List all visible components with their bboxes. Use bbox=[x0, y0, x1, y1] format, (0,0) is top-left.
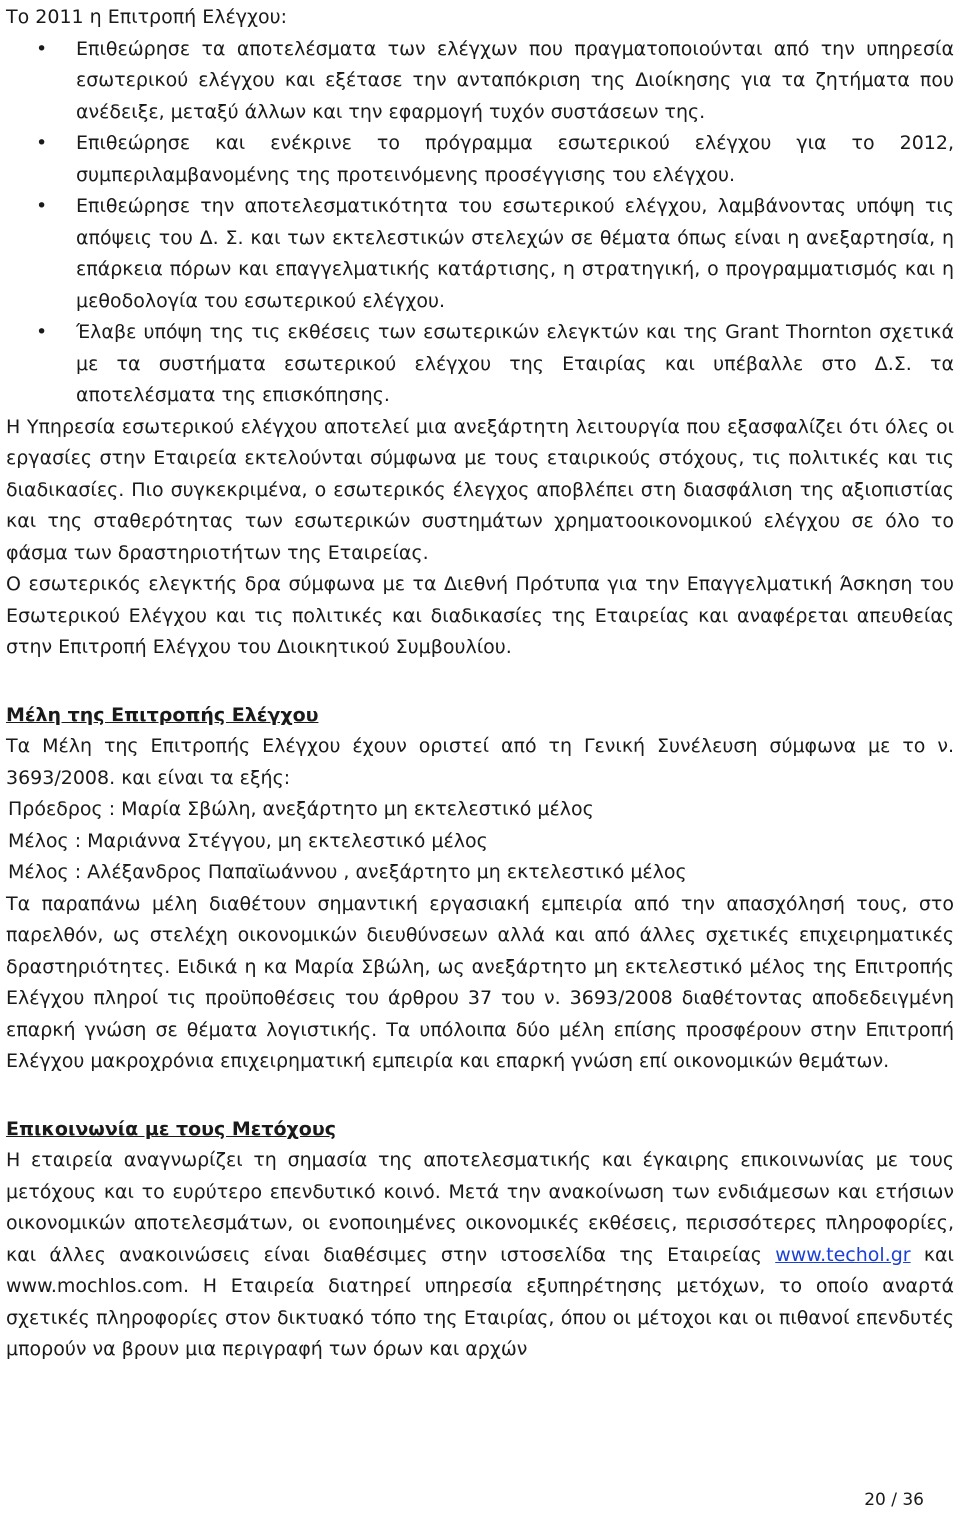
bullet-text: Επιθεώρησε τα αποτελέσματα των ελέγχων που πραγματοποιούνται από την υπηρεσία εσωτερικού ελέγχου και εξέτασε την ανταπόκριση της Διοίκησης για τα ζητήματα που ανέδειξε, μεταξύ άλλων και την εφαρμογή τυχόν συστάσεων της. bbox=[76, 37, 954, 123]
bullet-icon: • bbox=[36, 132, 48, 154]
shareholders-heading: Επικοινωνία με τους Μετόχους bbox=[6, 1117, 336, 1140]
members-intro: Τα Μέλη της Επιτροπής Ελέγχου έχουν οριστεί από τη Γενική Συνέλευση σύμφωνα με το ν. 3693/2008. και είναι τα εξής: bbox=[6, 735, 954, 789]
member-second: Μέλος : Μαριάννα Στέγγου, μη εκτελεστικό μέλος bbox=[8, 829, 488, 852]
audit-committee-actions-list bbox=[6, 34, 954, 412]
list-item bbox=[6, 128, 954, 191]
bullet-icon: • bbox=[36, 37, 48, 60]
member-chair: Πρόεδρος : Μαρία Σβώλη, ανεξάρτητο μη εκτελεστικό μέλος bbox=[8, 798, 594, 820]
members-heading: Μέλη της Επιτροπής Ελέγχου bbox=[6, 703, 319, 726]
internal-auditor-paragraph: Ο εσωτερικός ελεγκτής δρα σύμφωνα με τα Διεθνή Πρότυπα για την Επαγγελματική Άσκηση του Εσωτερικού Ελέγχου και τις πολιτικές και διαδικασίες της Εταιρείας και αναφέρεται απευθείας στην Επιτροπή Ελέγχου του Διοικητικού Συμβουλίου. bbox=[6, 573, 954, 658]
members-experience-paragraph: Τα παραπάνω μέλη διαθέτουν σημαντική εργασιακή εμπειρία από την απασχόλησή τους, στο παρελθόν, ως στελέχη οικονομικών διευθύνσεων αλλά και από άλλες σχετικές επιχειρηματικές δραστηριότητες. Ειδικά η κα Μαρία Σβώλη, ως ανεξάρτητο μη εκτελεστικό μέλος της Επιτροπής Ελέγχου πληροί τις προϋποθέσεις του άρθρου 37 του ν. 3693/2008 διαθέτοντας αποδεδειγμένη επαρκή γνώση σε θέματα λογιστικής. Τα υπόλοιπα δύο μέλη επίσης προσφέρουν στην Επιτροπή Ελέγχου μακροχρόνια επιχειρηματική εμπειρία και επαρκή γνώση επί οικονομικών θεμάτων. bbox=[6, 892, 954, 1072]
bullet-icon: • bbox=[36, 195, 48, 217]
bullet-icon: • bbox=[36, 321, 48, 343]
list-item bbox=[6, 191, 954, 317]
shareholders-paragraph bbox=[6, 1145, 954, 1366]
bullet-text: Επιθεώρησε την αποτελεσματικότητα του εσωτερικού ελέγχου, λαμβάνοντας υπόψη τις απόψεις του Δ. Σ. και των εκτελεστικών στελεχών σε θέματα όπως είναι η ανεξαρτησία, η επάρκεια πόρων και επαγγελματικής κατάρτισης, η στρατηγική, ο προγραμματισμός και η μεθοδολογία του εσωτερικού ελέγχου. bbox=[76, 195, 954, 312]
internal-audit-paragraph: Η Υπηρεσία εσωτερικού ελέγχου αποτελεί μια ανεξάρτητη λειτουργία που εξασφαλίζει ότι όλες οι εργασίες στην Εταιρεία εκτελούνται σύμφωνα με τους εταιρικούς στόχους, τις πολιτικές και τις διαδικασίες. Πιο συγκεκριμένα, ο εσωτερικός έλεγχος αποβλέπει στη διασφάλιση της αξιοπιστίας και της σταθερότητας των εσωτερικών συστημάτων χρηματοοικονομικού ελέγχου σε όλο το φάσμα των δραστηριοτήτων της Εταιρείας. bbox=[6, 415, 954, 564]
intro-line: Το 2011 η Επιτροπή Ελέγχου: bbox=[6, 6, 288, 28]
bullet-text: Έλαβε υπόψη της τις εκθέσεις των εσωτερικών ελεγκτών και της Grant Thornton σχετικά με τα συστήματα εσωτερικού ελέγχου της Εταιρίας και υπέβαλλε στο Δ.Σ. τα αποτελέσματα της επισκόπησης. bbox=[76, 321, 954, 406]
document-page bbox=[6, 2, 954, 1366]
shareholders-text-start: Η εταιρεία αναγνωρίζει τη σημασία της αποτελεσματικής και έγκαιρης επικοινωνίας με τους μετόχους και το ευρύτερο επενδυτικό κοινό. Μετά την ανακοίνωση των ενδιάμεσων και ετήσιων οικονομικών αποτελεσμάτων, οι ενοποιημένες οικονομικές εκθέσεις, περισσότερες πληροφορίες, και άλλες ανακοινώσεις είναι διαθέσιμες στην ιστοσελίδα της Εταιρείας bbox=[6, 1149, 954, 1266]
list-item bbox=[6, 34, 954, 129]
techol-website-link[interactable]: www.techol.gr bbox=[775, 1243, 911, 1266]
member-third: Μέλος : Αλέξανδρος Παπαϊωάννου , ανεξάρτητο μη εκτελεστικό μέλος bbox=[8, 861, 687, 883]
shareholders-text-end: και www.mochlos.com. Η Εταιρεία διατηρεί υπηρεσία εξυπηρέτησης μετόχων, το οποίο αναρτά σχετικές πληροφορίες στον δικτυακό τόπο της Εταιρίας, όπου οι μέτοχοι και οι πιθανοί επενδυτές μπορούν να βρουν μια περιγραφή των όρων και αρχών bbox=[6, 1243, 954, 1360]
bullet-text: Επιθεώρησε και ενέκρινε το πρόγραμμα εσωτερικού ελέγχου για το 2012, συμπεριλαμβανομένης της προτεινόμενης προσέγγισης του ελέγχου. bbox=[76, 132, 954, 186]
page-number: 20 / 36 bbox=[864, 1490, 924, 1510]
list-item bbox=[6, 317, 954, 412]
